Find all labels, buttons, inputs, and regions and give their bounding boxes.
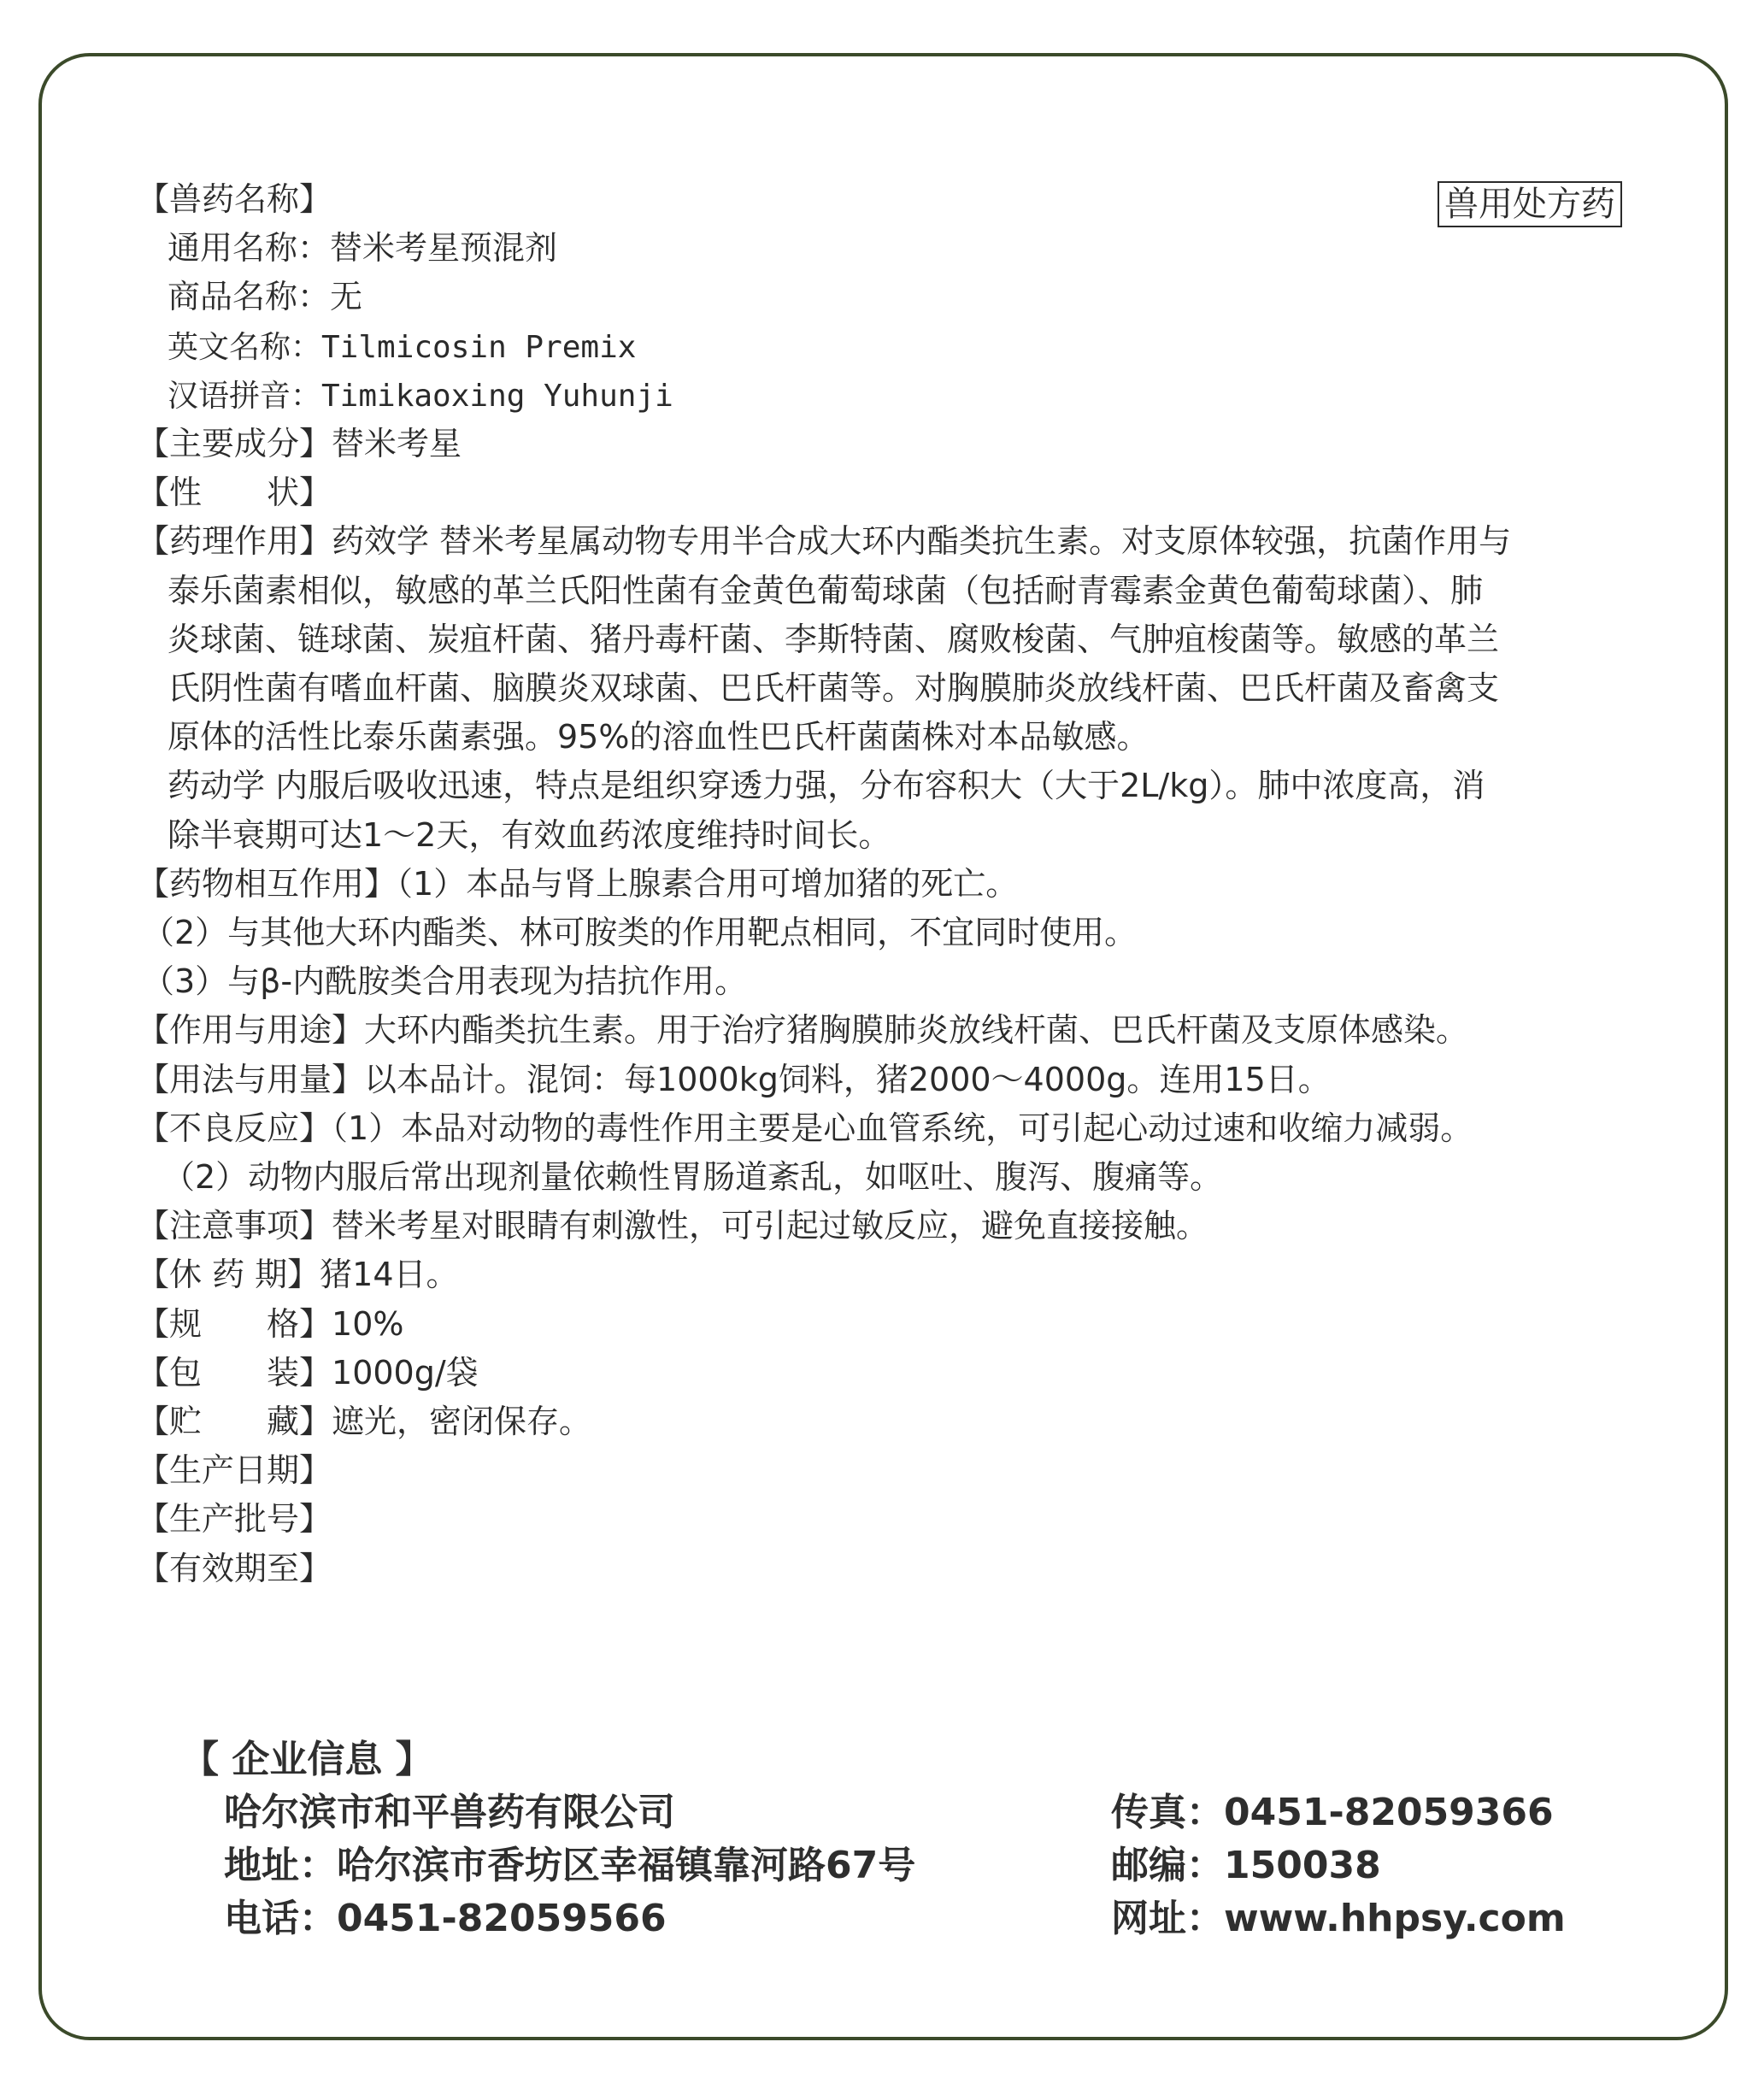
label-line — [137, 1056, 1331, 1103]
label-line — [137, 468, 332, 516]
section-text: 1000g/袋 — [332, 1353, 479, 1392]
label-line — [137, 1349, 479, 1397]
company-fax: 传真：0451-82059366 — [1111, 1791, 1554, 1834]
label-line — [168, 322, 636, 372]
section-text: 药效学 替米考星属动物专用半合成大环内酯类抗生素。对支原体较强，抗菌作用与 — [332, 522, 1512, 561]
section-text: 泰乐菌素相似，敏感的革兰氏阳性菌有金黄色葡萄球菌（包括耐青霉素金黄色葡萄球菌）、肺 — [168, 571, 1484, 609]
section-text: 遮光，密闭保存。 — [332, 1403, 592, 1440]
section-label: 【兽药名称】 — [137, 180, 332, 218]
section-text: 替米考星对眼睛有刺激性，可引起过敏反应，避免直接接触。 — [332, 1207, 1209, 1245]
section-text: 10% — [332, 1304, 404, 1343]
section-label: 【规 格】 — [137, 1304, 332, 1343]
label-line — [162, 1153, 1222, 1201]
section-text: 通用名称：替米考星预混剂 — [168, 229, 558, 268]
label-line — [168, 224, 557, 272]
label-line — [137, 1202, 1208, 1250]
section-text: 猪14日。 — [320, 1256, 459, 1294]
label-line — [137, 517, 1511, 565]
section-label: 【药理作用】 — [137, 522, 332, 561]
section-text: 替米考星 — [332, 425, 462, 462]
section-label: 【休 药 期】 — [137, 1256, 320, 1294]
section-label: 【有效期至】 — [137, 1549, 332, 1587]
label-line — [142, 909, 1137, 956]
section-text: 商品名称：无 — [168, 278, 363, 316]
label-line — [168, 371, 673, 421]
label-line — [137, 1397, 591, 1445]
section-text: 大环内酯类抗生素。用于治疗猪胸膜肺炎放线杆菌、巴氏杆菌及支原体感染。 — [364, 1011, 1469, 1050]
section-label: 【注意事项】 — [137, 1207, 332, 1245]
company-name: 哈尔滨市和平兽药有限公司 — [224, 1791, 675, 1834]
section-text: （2）与其他大环内酯类、林可胺类的作用靶点相同，不宜同时使用。 — [142, 914, 1138, 951]
label-line — [137, 1495, 332, 1543]
section-label: 【生产日期】 — [137, 1451, 332, 1490]
label-line — [137, 1446, 332, 1494]
section-text: （1）本品与肾上腺素合用可增加猪的死亡。 — [397, 864, 1019, 903]
label-line — [137, 1300, 403, 1348]
section-label: 【作用与用途】 — [137, 1011, 365, 1050]
section-label: 【生产批号】 — [137, 1500, 332, 1539]
label-line — [168, 615, 1499, 663]
section-text: （1）本品对动物的毒性作用主要是心血管系统，可引起心动过速和收缩力减弱。 — [332, 1109, 1473, 1147]
label-line — [137, 860, 1018, 908]
label-line — [168, 567, 1483, 615]
section-text: （2）动物内服后常出现剂量依赖性胃肠道紊乱，如呕吐、腹泻、腹痛等。 — [162, 1158, 1223, 1196]
section-text: 以本品计。混饲：每1000kg饲料，猪2000～4000g。连用15日。 — [364, 1060, 1331, 1098]
section-label: 【性 状】 — [137, 474, 332, 512]
section-text: 汉语拼音：Timikaoxing Yuhunji — [168, 378, 673, 414]
company-heading: 【 企业信息 】 — [181, 1738, 433, 1781]
label-line — [168, 713, 1149, 761]
section-text: 炎球菌、链球菌、炭疽杆菌、猪丹毒杆菌、李斯特菌、腐败梭菌、气肿疽梭菌等。敏感的革兰 — [168, 620, 1500, 658]
section-label: 【药物相互作用】 — [137, 864, 397, 903]
section-label: 【用法与用量】 — [137, 1060, 365, 1098]
section-text: 除半衰期可达1～2天，有效血药浓度维持时间长。 — [168, 815, 891, 854]
section-text: 英文名称：Tilmicosin Premix — [168, 329, 637, 365]
label-line — [168, 664, 1499, 712]
label-line — [137, 1104, 1473, 1152]
section-text: 氏阴性菌有嗜血杆菌、脑膜炎双球菌、巴氏杆菌等。对胸膜肺炎放线杆菌、巴氏杆菌及畜禽支 — [168, 669, 1500, 707]
company-address: 地址：哈尔滨市香坊区幸福镇靠河路67号 — [224, 1844, 916, 1887]
company-website: 网址：www.hhpsy.com — [1111, 1897, 1566, 1940]
label-line — [137, 1250, 459, 1298]
label-line — [137, 1545, 332, 1592]
company-phone: 电话：0451-82059566 — [224, 1897, 667, 1940]
section-text: 原体的活性比泰乐菌素强。95%的溶血性巴氏杆菌菌株对本品敏感。 — [168, 718, 1150, 756]
prescription-badge: 兽用处方药 — [1438, 181, 1622, 227]
section-label: 【主要成分】 — [137, 425, 332, 462]
section-text: 药动学 内服后吸收迅速，特点是组织穿透力强，分布容积大（大于2L/kg）。肺中浓度高，消 — [168, 767, 1485, 805]
label-line — [168, 762, 1485, 809]
company-postcode: 邮编：150038 — [1111, 1844, 1381, 1887]
label-line — [137, 175, 332, 223]
label-line — [142, 957, 747, 1005]
section-label: 【贮 藏】 — [137, 1403, 332, 1440]
section-label: 【不良反应】 — [137, 1109, 332, 1147]
label-line — [168, 273, 362, 321]
label-line — [137, 420, 462, 468]
section-label: 【包 装】 — [137, 1353, 332, 1392]
label-line — [168, 811, 891, 859]
section-text: （3）与β-内酰胺类合用表现为拮抗作用。 — [142, 962, 748, 1001]
label-line — [137, 1006, 1468, 1054]
